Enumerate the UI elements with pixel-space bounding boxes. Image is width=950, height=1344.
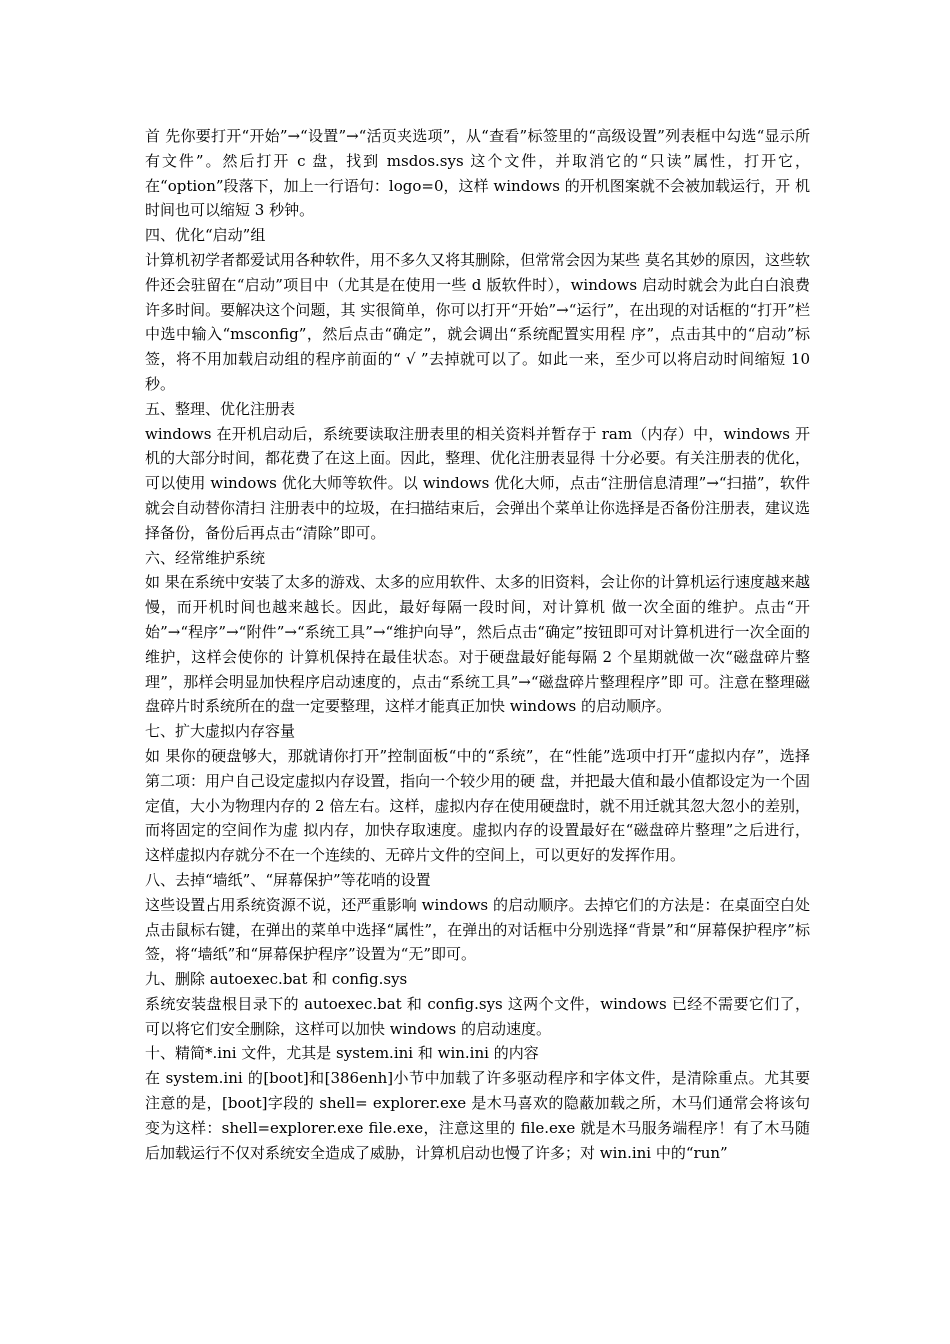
paragraph-section-5: windows 在开机启动后，系统要读取注册表里的相关资料并暂存于 ram（内存）中，windows 开机的大部分时间，都花费了在这上面。因此，整理、优化注册表显得 十分必要。有关注册表的优化，可以使用 windows 优化大师等软件。以 windows 优化大师，点击“注册信息清理”→“扫描”，软件就会自动替你清扫 注册表中的垃圾，在扫描结束后，会弹出个菜单让你选择是否备份注册表，建议选择备份，备份后再点击“清除”即可。 <box>145 424 810 542</box>
heading-section-6: 六、经常维护系统 <box>145 548 266 567</box>
heading-section-7: 七、扩大虚拟内存容量 <box>145 722 296 741</box>
paragraph-intro: 首 先你要打开“开始”→“设置”→“活页夹选项”，从“查看”标签里的“高级设置”列表框中勾选“显示所有文件”。然后打开 c 盘，找到 msdos.sys 这个文件，并取消它的“只读”属性，打开它，在“option”段落下，加上一行语句：logo=0，这样 windows 的开机图案就不会被加载运行，开 机时间也可以缩短 3 秒钟。 <box>145 127 810 220</box>
heading-section-9: 九、删除 autoexec.bat 和 config.sys <box>145 970 408 989</box>
paragraph-section-4: 计算机初学者都爱试用各种软件，用不多久又将其删除，但常常会因为某些 莫名其妙的原因，这些软件还会驻留在“启动”项目中（尤其是在使用一些 d 版软件时），windows 启动时就会为此白白浪费许多时间。要解决这个问题，其 实很简单，你可以打开“开始”→“运行”，在出现的对话框的“打开”栏中选中输入“msconfig”，然后点击“确定”，就会调出“系统配置实用程 序”，点击其中的“启动”标签，将不用加载启动组的程序前面的“ √ ”去掉就可以了。如此一来，至少可以将启动时间缩短 10 秒。 <box>145 250 810 393</box>
paragraph-section-7: 如 果你的硬盘够大，那就请你打开”控制面板“中的“系统”，在“性能”选项中打开“虚拟内存”，选择第二项：用户自己设定虚拟内存设置，指向一个较少用的硬 盘，并把最大值和最小值都设定为一个固定值，大小为物理内存的 2 倍左右。这样，虚拟内存在使用硬盘时，就不用迁就其忽大忽小的差别，而将固定的空间作为虚 拟内存，加快存取速度。虚拟内存的设置最好在“磁盘碎片整理”之后进行，这样虚拟内存就分不在一个连续的、无碎片文件的空间上，可以更好的发挥作用。 <box>145 746 810 865</box>
paragraph-section-6: 如 果在系统中安装了太多的游戏、太多的应用软件、太多的旧资料，会让你的计算机运行速度越来越慢，而开机时间也越来越长。因此，最好每隔一段时间，对计算机 做一次全面的维护。点击“开始”→“程序”→“附件”→“系统工具”→“维护向导”，然后点击“确定”按钮即可对计算机进行一次全面的维护，这样会使你的 计算机保持在最佳状态。对于硬盘最好能每隔 2 个星期就做一次“磁盘碎片整理”，那样会明显加快程序启动速度的，点击“系统工具”→“磁盘碎片整理程序”即 可。注意在整理磁盘碎片时系统所在的盘一定要整理，这样才能真正加快 windows 的启动顺序。 <box>145 573 810 716</box>
paragraph-section-9: 系统安装盘根目录下的 autoexec.bat 和 config.sys 这两个文件，windows 已经不需要它们了，可以将它们安全删除，这样可以加快 windows 的启动速度。 <box>145 994 810 1038</box>
heading-section-10: 十、精简*.ini 文件，尤其是 system.ini 和 win.ini 的内容 <box>145 1044 539 1063</box>
heading-section-5: 五、整理、优化注册表 <box>145 399 296 418</box>
heading-section-8: 八、去掉“墙纸”、“屏幕保护”等花哨的设置 <box>145 870 431 889</box>
heading-section-4: 四、优化“启动”组 <box>145 226 266 245</box>
paragraph-section-10: 在 system.ini 的[boot]和[386enh]小节中加载了许多驱动程序和字体文件，是清除重点。尤其要注意的是，[boot]字段的 shell= explorer.exe 是木马喜欢的隐蔽加载之所，木马们通常会将该句变为这样：shell=explorer.exe file.exe，注意这里的 file.exe 就是木马服务端程序！有了木马随后加载运行不仅对系统安全造成了威胁，计算机启动也慢了许多；对 win.ini 中的“run” <box>145 1069 810 1162</box>
paragraph-section-8: 这些设置占用系统资源不说，还严重影响 windows 的启动顺序。去掉它们的方法是：在桌面空白处点击鼠标右键，在弹出的菜单中选择“属性”，在弹出的对话框中分别选择“背景”和“屏幕保护程序”标签，将“墙纸”和“屏幕保护程序”设置为“无”即可。 <box>145 895 810 964</box>
document-body <box>145 124 810 1165</box>
